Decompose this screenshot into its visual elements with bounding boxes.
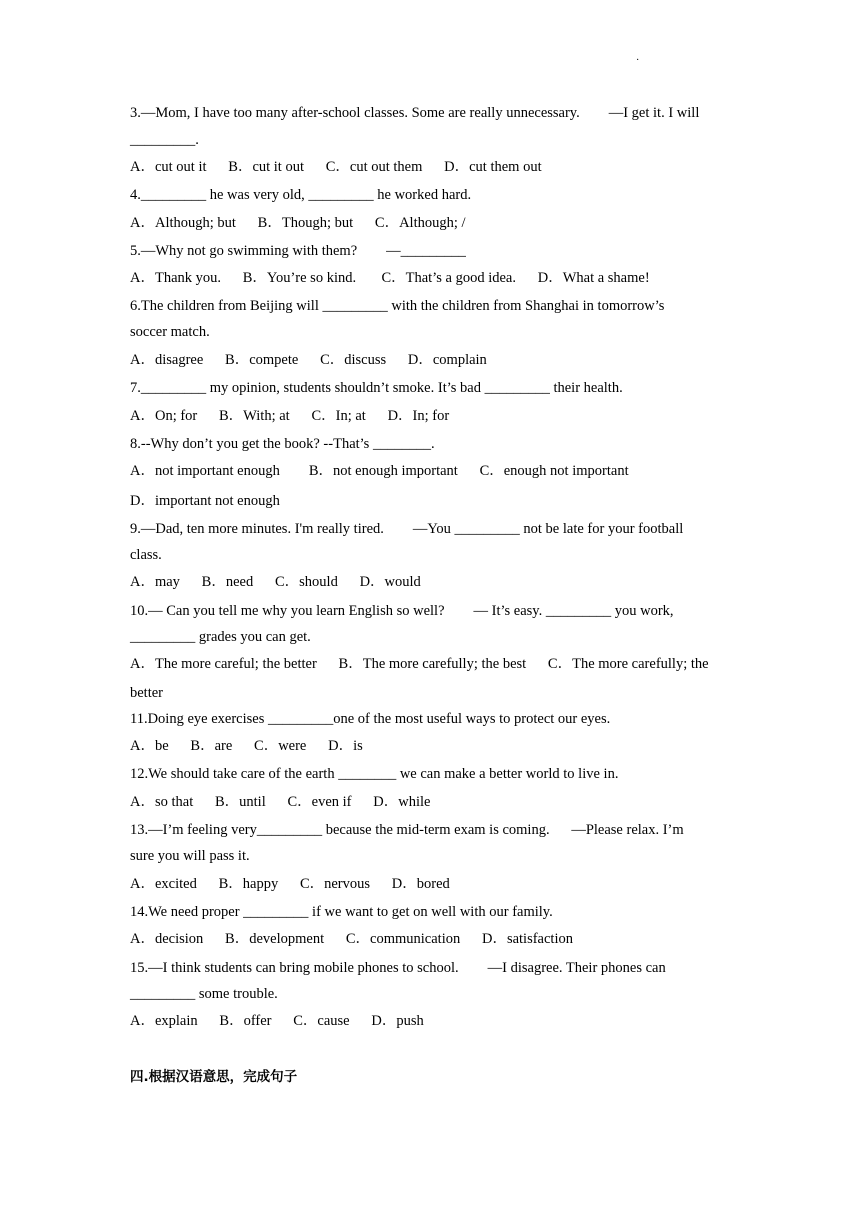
question-9-prompt-cont: class. (130, 547, 162, 563)
question-4-prompt: 4._________ he was very old, _________ he worked hard. (130, 187, 472, 203)
question-6-prompt-cont: soccer match. (130, 324, 210, 340)
question-7-prompt: 7._________ my opinion, students shouldn’t smoke. It’s bad _________ their health. (130, 380, 623, 396)
section-heading: 四.根据汉语意思，完成句子 (130, 1069, 298, 1085)
question-8-prompt: 8.--Why don’t you get the book? --That’s ________. (130, 436, 435, 452)
question-15-options: A．explain B．offer C．cause D．push (130, 1013, 424, 1029)
question-5-prompt: 5.—Why not go swimming with them? —_________ (130, 243, 466, 259)
question-12-prompt: 12.We should take care of the earth ________ we can make a better world to live in. (130, 766, 619, 782)
question-15-prompt-cont: _________ some trouble. (130, 986, 278, 1002)
question-13-prompt: 13.—I’m feeling very_________ because the mid-term exam is coming. —Please relax. I’m (130, 822, 684, 838)
question-15-prompt: 15.—I think students can bring mobile phones to school. —I disagree. Their phones can (130, 960, 666, 976)
question-5-options: A．Thank you. B．You’re so kind. C．That’s a good idea. D．What a shame! (130, 270, 650, 286)
question-4-options: A．Although; but B．Though; but C．Although; / (130, 215, 466, 231)
question-10-prompt: 10.— Can you tell me why you learn English so well? — It’s easy. _________ you work, (130, 603, 674, 619)
question-14-prompt: 14.We need proper _________ if we want to get on well with our family. (130, 904, 553, 920)
question-9-prompt: 9.—Dad, ten more minutes. I'm really tired. —You _________ not be late for your football (130, 521, 684, 537)
question-3-prompt-cont: _________. (130, 132, 199, 148)
question-11-prompt: 11.Doing eye exercises _________one of the most useful ways to protect our eyes. (130, 711, 611, 727)
question-14-options: A．decision B．development C．communication D．satisfaction (130, 931, 573, 947)
question-7-options: A．On; for B．With; at C．In; at D．In; for (130, 408, 450, 424)
question-12-options: A．so that B．until C．even if D．while (130, 794, 431, 810)
question-6-prompt: 6.The children from Beijing will _________ with the children from Shanghai in tomorrow’s (130, 298, 665, 314)
header-mark: · (636, 55, 640, 66)
question-11-options: A．be B．are C．were D．is (130, 738, 363, 754)
question-8-options-cont: D．important not enough (130, 493, 280, 509)
question-10-options: A．The more careful; the better B．The more carefully; the best C．The more carefully; the (130, 656, 709, 672)
question-6-options: A．disagree B．compete C．discuss D．complain (130, 352, 487, 368)
question-10-options-cont: better (130, 685, 164, 701)
question-3-options: A．cut out it B．cut it out C．cut out them D．cut them out (130, 159, 542, 175)
question-9-options: A．may B．need C．should D．would (130, 574, 421, 590)
question-13-prompt-cont: sure you will pass it. (130, 848, 250, 864)
question-3-prompt: 3.—Mom, I have too many after-school classes. Some are really unnecessary. —I get it. I will (130, 105, 700, 121)
question-13-options: A．excited B．happy C．nervous D．bored (130, 876, 450, 892)
question-8-options: A．not important enough B．not enough important C．enough not important (130, 463, 629, 479)
question-10-prompt-cont: _________ grades you can get. (130, 629, 311, 645)
